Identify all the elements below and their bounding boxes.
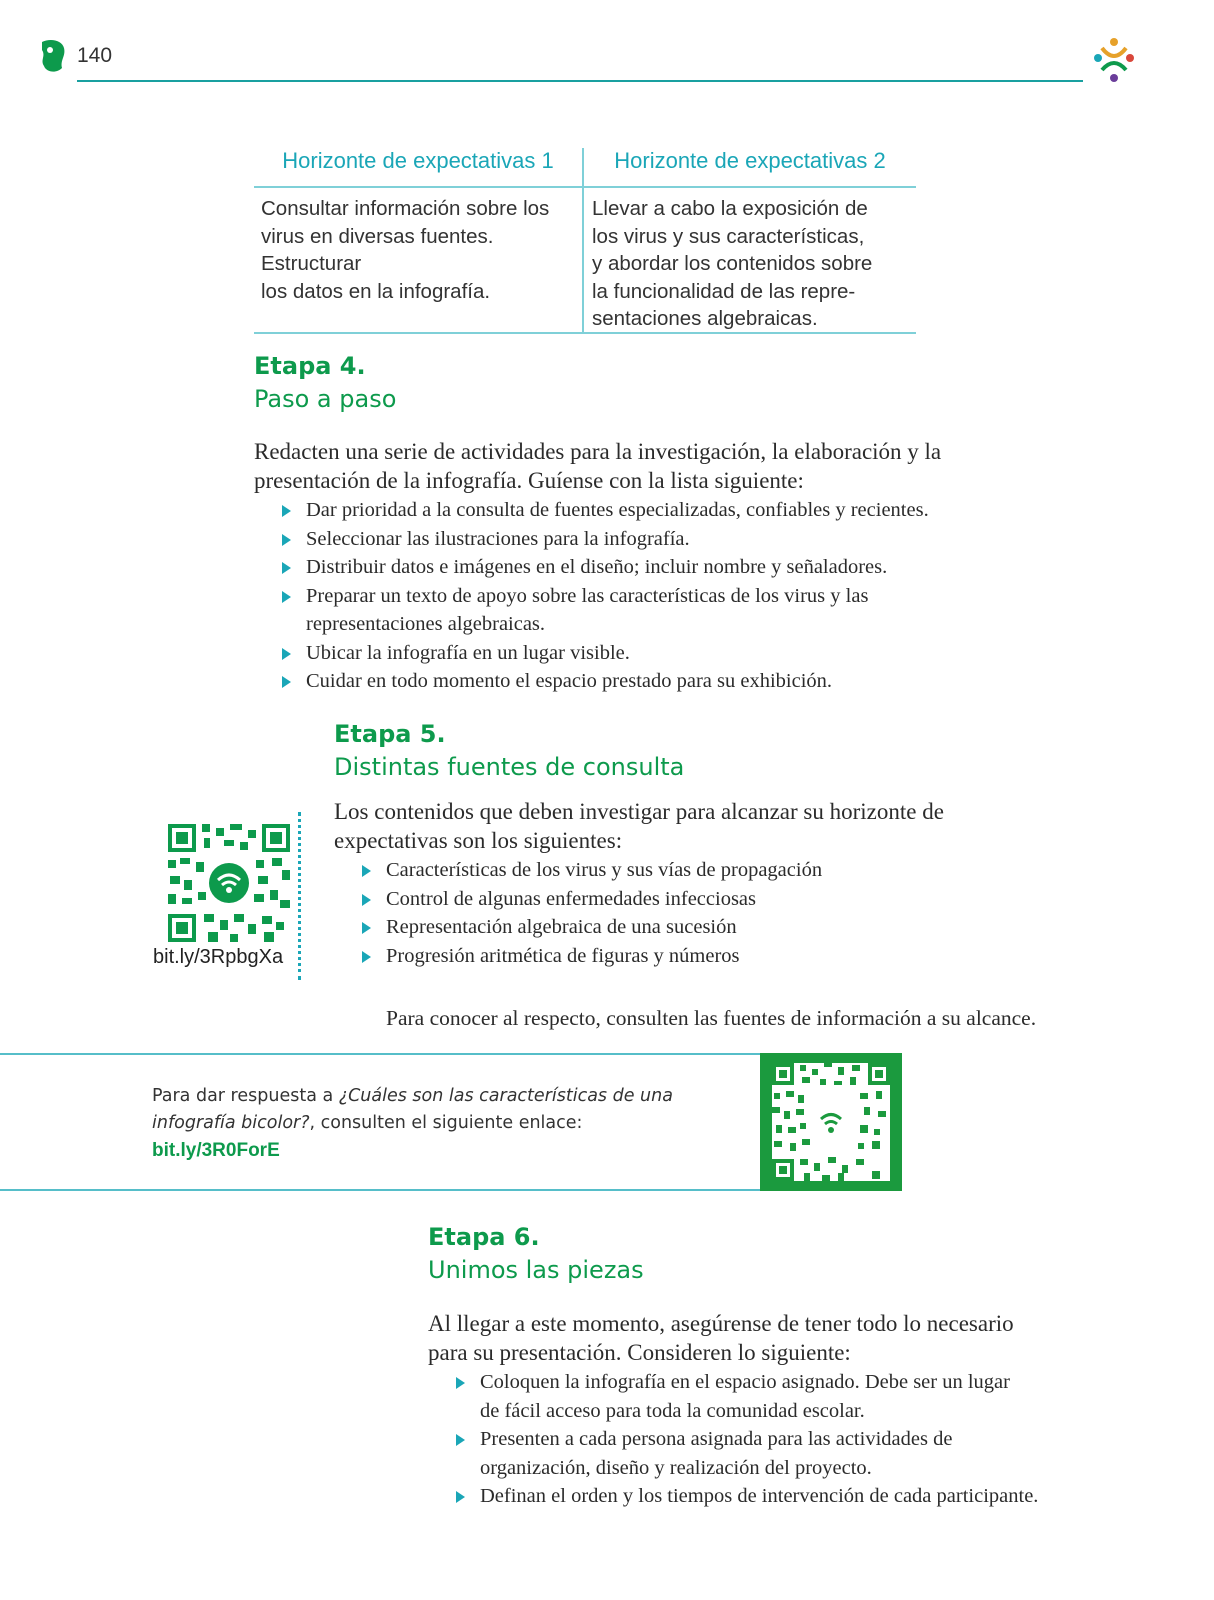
qr-code-icon[interactable] — [772, 1063, 890, 1181]
bullet-icon — [282, 591, 291, 603]
list-item: Cuidar en todo momento el espacio prestado para su exhibición. — [282, 667, 982, 696]
etapa4-title: Etapa 4. — [254, 352, 366, 380]
table-col2-title: Horizonte de expectativas 2 — [614, 148, 886, 173]
bullet-icon — [282, 534, 291, 546]
etapa5-intro: Los contenidos que deben investigar para alcanzar su horizonte de expectativas son los siguientes: — [334, 799, 944, 853]
list-item: Características de los virus y sus vías de propagación — [362, 856, 962, 885]
list-item-continuation: representaciones algebraicas. — [306, 613, 546, 635]
qr-link-label: bit.ly/3RpbgXa — [153, 946, 284, 968]
list-item-continuation: de fácil acceso para toda la comunidad escolar. — [480, 1399, 865, 1422]
list-item: Dar prioridad a la consulta de fuentes especializadas, confiables y recientes. — [282, 496, 982, 525]
bullet-icon — [456, 1434, 465, 1446]
list-item: Control de algunas enfermedades infecciosas — [362, 885, 962, 914]
list-item: Coloquen la infografía en el espacio asignado. Debe ser un lugar — [456, 1368, 1096, 1397]
bullet-icon — [282, 648, 291, 660]
list-item: Seleccionar las ilustraciones para la infografía. — [282, 525, 982, 554]
infobox-text: Para dar respuesta a ¿Cuáles son las características de una infografía bicolor?, consulten el siguiente enlace: bit.ly/3R0ForE — [152, 1086, 673, 1161]
bullet-icon — [282, 505, 291, 517]
bullet-icon — [362, 951, 371, 963]
dotted-divider — [298, 812, 301, 980]
table-header-rule — [254, 186, 916, 188]
list-item: Definan el orden y los tiempos de intervención de cada participante. — [456, 1482, 1096, 1511]
bullet-icon — [362, 865, 371, 877]
etapa5-subtitle: Distintas fuentes de consulta — [334, 753, 685, 781]
bullet-icon — [456, 1377, 465, 1389]
bullet-icon — [456, 1491, 465, 1503]
book-logo-icon — [36, 38, 68, 74]
etapa5-title: Etapa 5. — [334, 720, 446, 748]
etapa6-intro: Al llegar a este momento, asegúrense de tener todo lo necesario para su presentación. Consideren lo siguiente: — [428, 1311, 1014, 1365]
page-number: 140 — [77, 44, 113, 67]
list-item-continuation: organización, diseño y realización del proyecto. — [480, 1456, 872, 1479]
table-bottom-rule — [254, 332, 916, 334]
table-col1-title: Horizonte de expectativas 1 — [282, 148, 554, 173]
table-col2-text: Llevar a cabo la exposición de los virus y sus características, y abordar los contenidos sobre la funcionalidad de las repre- sentaciones algebraicas. — [592, 197, 873, 330]
etapa5-closing: Para conocer al respecto, consulten las fuentes de información a su alcance. — [386, 1006, 1037, 1030]
list-item: Distribuir datos e imágenes en el diseño; incluir nombre y señaladores. — [282, 553, 982, 582]
qr-code-frame — [760, 1053, 902, 1191]
etapa5-list — [362, 856, 962, 970]
list-item: Representación algebraica de una sucesión — [362, 913, 962, 942]
infobox-link[interactable]: bit.ly/3R0ForE — [152, 1140, 280, 1161]
decorative-figures-icon — [1088, 34, 1140, 86]
list-item: Progresión aritmética de figuras y números — [362, 942, 962, 971]
etapa6-list — [456, 1368, 1096, 1511]
table-column-divider — [582, 148, 584, 334]
etapa4-list — [282, 496, 982, 696]
etapa6-title: Etapa 6. — [428, 1223, 540, 1251]
qr-code-icon[interactable] — [168, 824, 290, 942]
etapa4-intro: Redacten una serie de actividades para la investigación, la elaboración y la presentación de la infografía. Guíense con la lista siguiente: — [254, 439, 942, 493]
infobox-top-rule — [0, 1053, 760, 1055]
etapa4-subtitle: Paso a paso — [254, 385, 397, 413]
header-rule — [77, 80, 1083, 82]
list-item: Ubicar la infografía en un lugar visible. — [282, 639, 982, 668]
etapa6-subtitle: Unimos las piezas — [428, 1256, 644, 1284]
table-col1-text: Consultar información sobre los virus en diversas fuentes. Estructurar los datos en la infografía. — [261, 197, 550, 303]
bullet-icon — [362, 894, 371, 906]
infobox-bottom-rule — [0, 1189, 760, 1191]
list-item: Preparar un texto de apoyo sobre las características de los virus y las — [282, 582, 982, 611]
bullet-icon — [282, 676, 291, 688]
bullet-icon — [362, 922, 371, 934]
list-item: Presenten a cada persona asignada para las actividades de — [456, 1425, 1096, 1454]
bullet-icon — [282, 562, 291, 574]
